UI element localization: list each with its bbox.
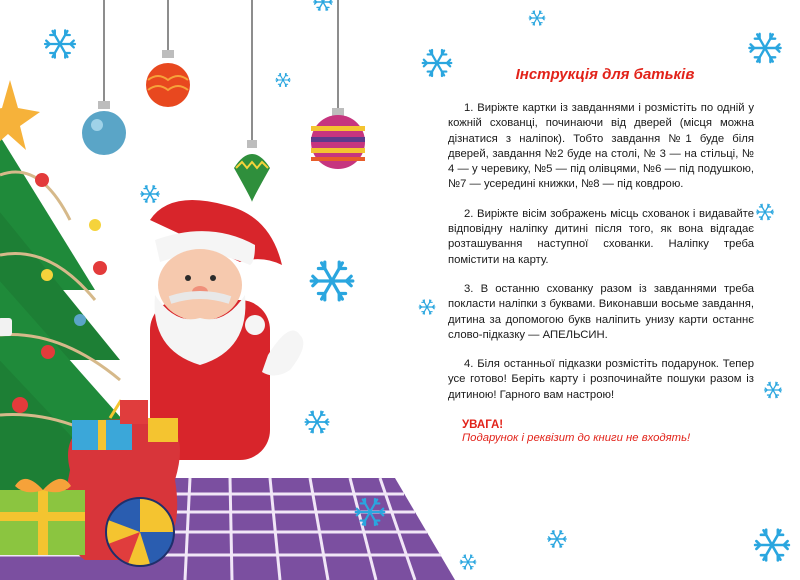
warning-text: Подарунок і реквізит до книги не входять!	[462, 432, 691, 445]
ornament-icon	[146, 0, 190, 107]
parent-instructions	[448, 66, 754, 444]
instruction-step-4: 4. Біля останньої підказки розмістіть подарунок. Тепер усе готово! Беріть карту і розпочинайте пошуки разом із дитиною! Гарного вам настрою!	[448, 358, 754, 401]
instruction-step-3: 3. В останню схованку разом із завданнями треба покласти наліпки з буквами. Виконавши восьме завдання, дитина за допомогою букв наліпить унизу карти останнє слово-підказку — АПЕЛЬСИН.	[448, 282, 754, 341]
ornament-icon	[311, 0, 365, 169]
warning-title: УВАГА!	[462, 419, 504, 432]
instructions-title: Інструкція для батьків	[515, 66, 695, 83]
ball-icon	[106, 498, 174, 566]
instruction-step-2: 2. Виріжте вісім зображень місць схованок і видавайте відповідну наліпку дитині після того, як вона відгадає розташування наступної схованки. Наліпку треба помістити на карту.	[448, 207, 754, 266]
ornament-icon	[234, 0, 270, 202]
star-icon	[0, 80, 40, 150]
gift-box-icon	[0, 479, 85, 555]
instruction-step-1: 1. Виріжте картки із завданнями і розмістіть по одній у кожній схованці, починаючи від дверей (місця можна дізнатися з наліпок). Тобто завдання №1 буде біля дверей, завдання №2 буде на столі, № 3 — на стільці, № 4 — у черевику, №5 — під олівцями, №6 — під подушкою, №7 — усередині книжки, №8 — під ковдрою.	[448, 102, 754, 191]
ornament-icon	[82, 0, 126, 155]
